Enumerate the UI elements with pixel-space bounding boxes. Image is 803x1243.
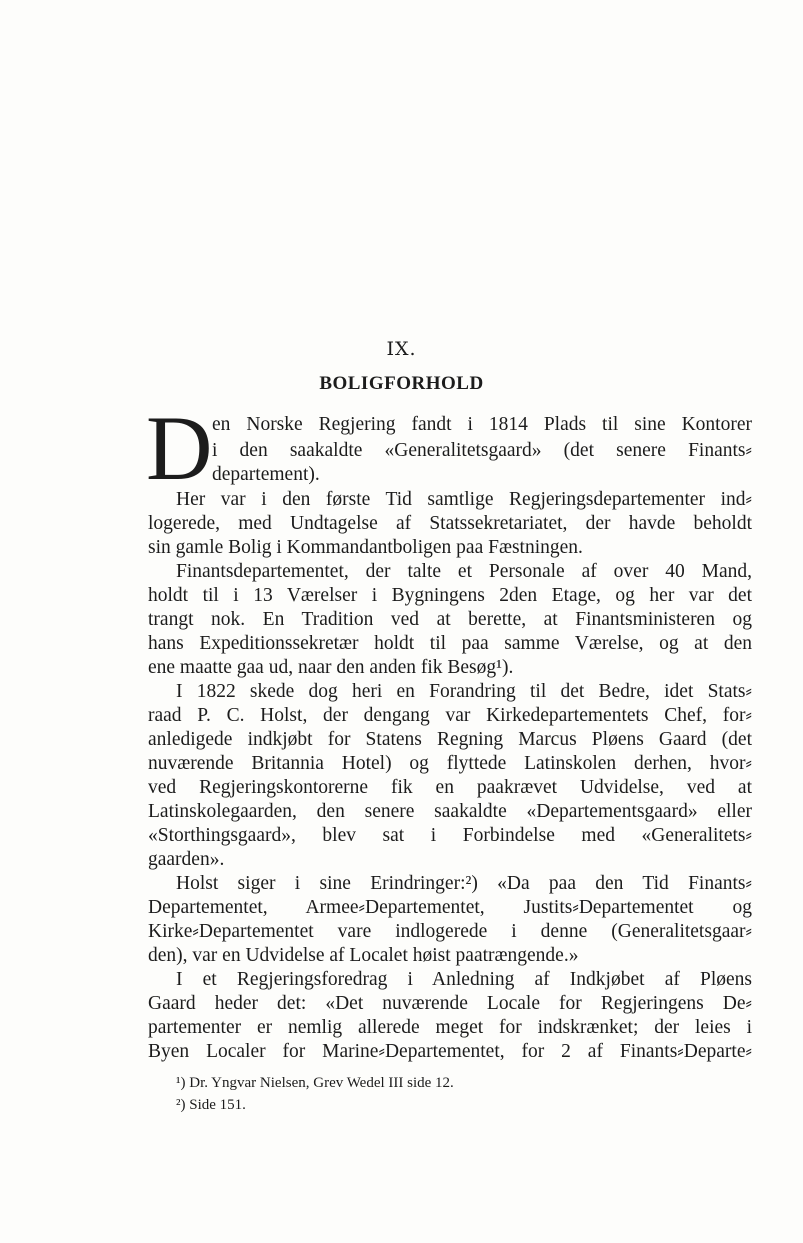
text-line: Byen Localer for Marine⸗Departementet, for 2 af Finants⸗Departe⸗: [148, 1041, 752, 1062]
text-line: holdt til i 13 Værelser i Bygningens 2den Etage, og her var det: [148, 585, 752, 606]
text-line: Latinskolegaarden, den senere saakaldte «Departementsgaard» eller: [148, 801, 752, 822]
chapter-title: BOLIGFORHOLD: [319, 373, 484, 394]
text-line: I 1822 skede dog heri en Forandring til det Bedre, idet Stats⸗: [176, 681, 752, 702]
text-line: Kirke⸗Departementet vare indlogerede i denne (Generalitetsgaar⸗: [148, 921, 752, 942]
text-line: departement).: [212, 464, 320, 485]
text-line: hans Expeditionssekretær holdt til paa samme Værelse, og at den: [148, 633, 752, 654]
drop-cap-letter: D: [146, 397, 213, 499]
text-line: raad P. C. Holst, der dengang var Kirkedepartementets Chef, for⸗: [148, 705, 752, 726]
text-line: ene maatte gaa ud, naar den anden fik Besøg¹).: [148, 657, 514, 678]
text-line: partementer er nemlig allerede meget for indskrænket; der leies i: [148, 1017, 752, 1038]
text-line: logerede, med Undtagelse af Statssekretariatet, der havde beholdt: [148, 513, 752, 534]
footnote: ²) Side 151.: [176, 1097, 246, 1113]
text-line: trangt nok. En Tradition ved at berette, at Finantsministeren og: [148, 609, 752, 630]
text-line: Holst siger i sine Erindringer:²) «Da paa den Tid Finants⸗: [176, 873, 752, 894]
text-line: sin gamle Bolig i Kommandantboligen paa Fæstningen.: [148, 537, 583, 558]
text-line: «Storthingsgaard», blev sat i Forbindelse med «Generalitets⸗: [148, 825, 752, 846]
text-line: en Norske Regjering fandt i 1814 Plads til sine Kontorer: [212, 414, 752, 435]
text-line: i den saakaldte «Generalitetsgaard» (det senere Finants⸗: [212, 440, 752, 461]
text-line: den), var en Udvidelse af Localet høist paatrængende.»: [148, 945, 579, 966]
text-line: ved Regjeringskontorerne fik en paakrævet Udvidelse, ved at: [148, 777, 752, 798]
text-line: nuværende Britannia Hotel) og flyttede Latinskolen derhen, hvor⸗: [148, 753, 752, 774]
chapter-number: IX.: [386, 338, 417, 360]
text-line: I et Regjeringsforedrag i Anledning af Indkjøbet af Pløens: [176, 969, 752, 990]
text-line: Departementet, Armee⸗Departementet, Justits⸗Departementet og: [148, 897, 752, 918]
text-line: anledigede indkjøbt for Statens Regning Marcus Pløens Gaard (det: [148, 729, 752, 750]
text-line: Her var i den første Tid samtlige Regjeringsdepartementer ind⸗: [176, 489, 752, 510]
text-line: Gaard heder det: «Det nuværende Locale for Regjeringens De⸗: [148, 993, 752, 1014]
text-line: Finantsdepartementet, der talte et Personale af over 40 Mand,: [176, 561, 752, 582]
text-line: gaarden».: [148, 849, 225, 870]
footnote: ¹) Dr. Yngvar Nielsen, Grev Wedel III side 12.: [176, 1075, 454, 1091]
